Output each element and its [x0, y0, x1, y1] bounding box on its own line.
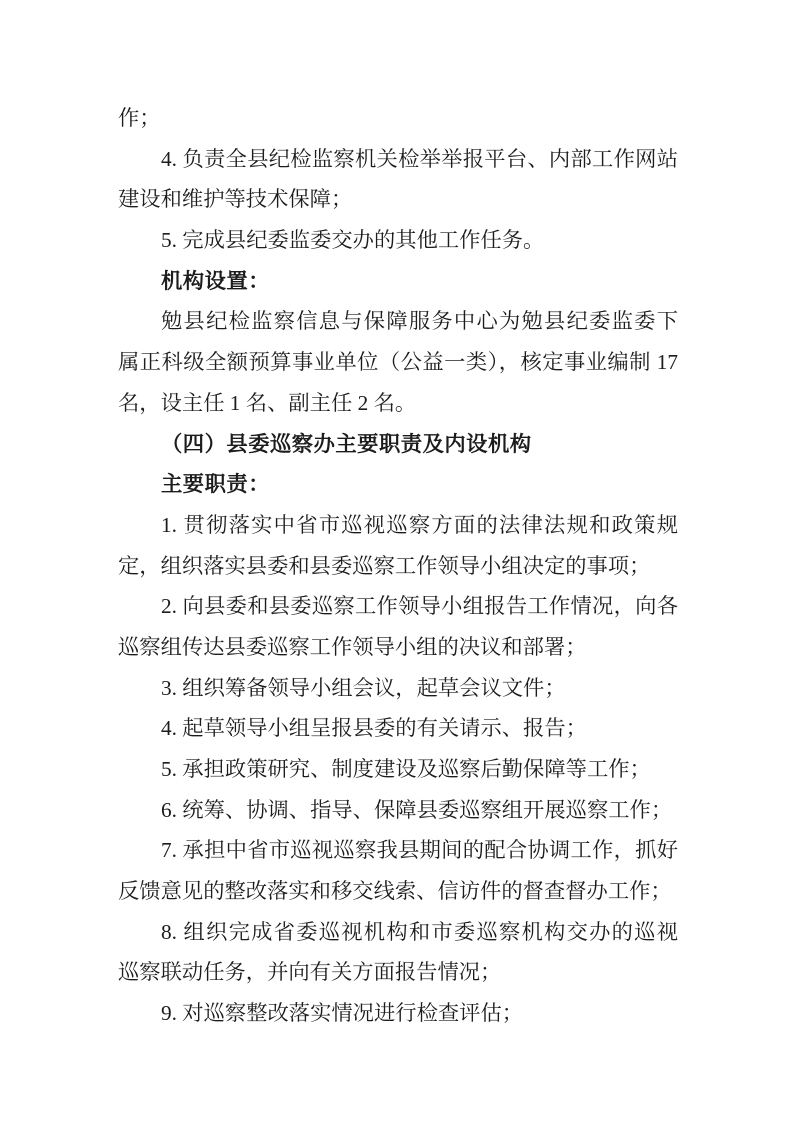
text-line: 勉县纪检监察信息与保障服务中心为勉县纪委监委下 — [161, 309, 678, 334]
section-heading-4: （四）县委巡察办主要职责及内设机构 — [161, 431, 532, 456]
main-duties-heading: 主要职责： — [161, 472, 270, 497]
text-line: 属正科级全额预算事业单位（公益一类），核定事业编制 17 — [118, 350, 678, 375]
text-line: 5. 完成县纪委监委交办的其他工作任务。 — [161, 228, 545, 253]
text-line: 4. 起草领导小组呈报县委的有关请示、报告； — [161, 716, 587, 741]
text-line: 建设和维护等技术保障； — [118, 187, 353, 212]
text-line: 1. 贯彻落实中省市巡视巡察方面的法律法规和政策规 — [161, 512, 678, 537]
text-line: 6. 统筹、协调、指导、保障县委巡察组开展巡察工作； — [161, 797, 673, 822]
text-line: 定，组织落实县委和县委巡察工作领导小组决定的事项； — [118, 553, 651, 578]
document-body — [118, 98, 678, 1034]
text-line: 2. 向县委和县委巡察工作领导小组报告工作情况，向各 — [161, 594, 678, 619]
text-line: 反馈意见的整改落实和移交线索、信访件的督查督办工作； — [118, 879, 672, 904]
text-line: 5. 承担政策研究、制度建设及巡察后勤保障等工作； — [161, 757, 651, 781]
text-line: 名，设主任 1 名、副主任 2 名。 — [118, 390, 417, 415]
text-line: 巡察联动任务，并向有关方面报告情况； — [118, 960, 502, 985]
text-line: 3. 组织筹备领导小组会议，起草会议文件； — [161, 675, 566, 700]
org-structure-heading: 机构设置： — [161, 268, 270, 293]
text-line: 9. 对巡察整改落实情况进行检查评估； — [161, 1001, 524, 1026]
text-line: 巡察组传达县委巡察工作领导小组的决议和部署； — [118, 634, 587, 659]
text-line: 4. 负责全县纪检监察机关检举举报平台、内部工作网站 — [161, 146, 678, 171]
text-line: 作； — [118, 106, 161, 130]
text-line: 7. 承担中省市巡视巡察我县期间的配合协调工作，抓好 — [161, 838, 678, 863]
text-line: 8. 组织完成省委巡视机构和市委巡察机构交办的巡视 — [161, 919, 678, 944]
